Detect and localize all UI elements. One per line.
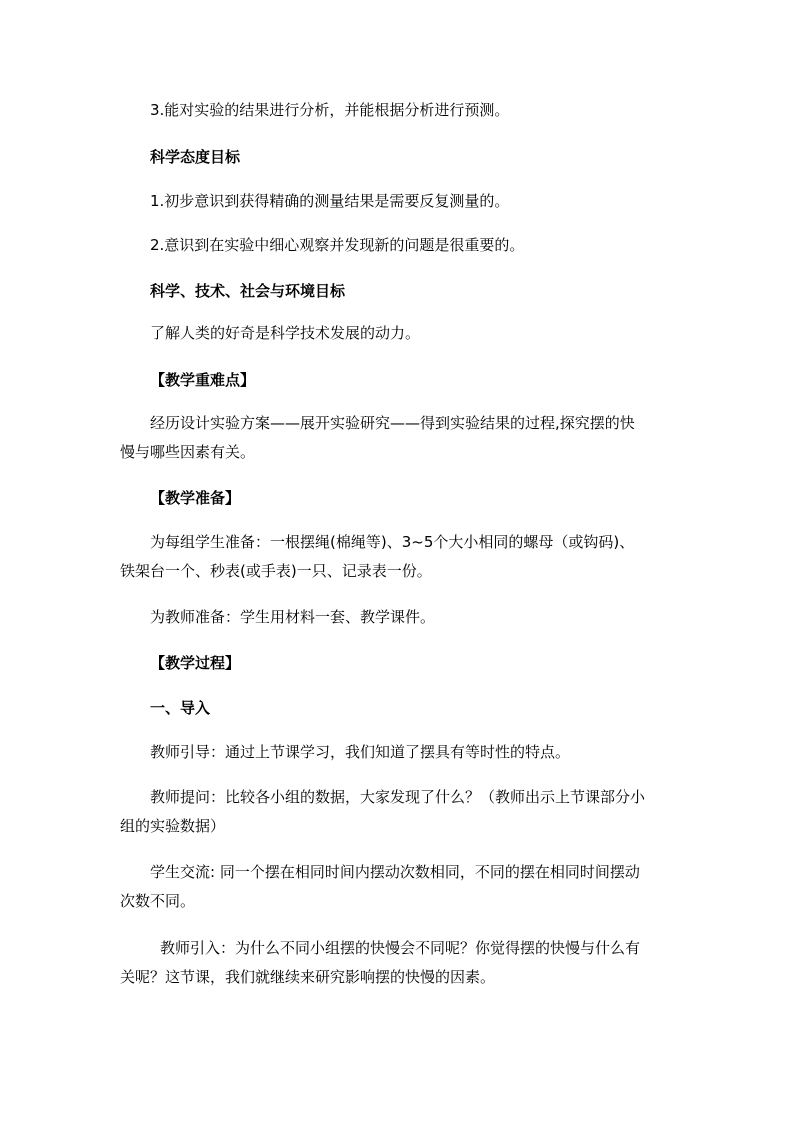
teacher-guide-text: 教师引导：通过上节课学习，我们知道了摆具有等时性的特点。	[150, 743, 571, 761]
attitude-2: 2.意识到在实验中细心观察并发现新的问题是很重要的。	[150, 236, 525, 254]
student-preparation-text	[120, 528, 682, 586]
teacher-intro-text	[120, 934, 682, 992]
heading-introduction: 一、导入	[150, 699, 211, 717]
key-points-line-1: 经历设计实验方案——展开实验研究——得到实验结果的过程,探究摆的快	[150, 414, 635, 432]
teacher-question-line-2: 组的实验数据）	[120, 817, 226, 835]
student-exchange-line-2: 次数不同。	[120, 892, 196, 910]
sts-goal-text: 了解人类的好奇是科学技术发展的动力。	[150, 324, 421, 342]
objective-3: 3.能对实验的结果进行分析，并能根据分析进行预测。	[150, 101, 510, 119]
attitude-1: 1.初步意识到获得精确的测量结果是需要反复测量的。	[150, 192, 510, 210]
student-exchange-line-1: 学生交流: 同一个摆在相同时间内摆动次数相同，不同的摆在相同时间摆动	[150, 863, 640, 881]
heading-key-points: 【教学重难点】	[150, 371, 256, 389]
student-exchange-text	[120, 858, 682, 916]
heading-sts-goal: 科学、技术、社会与环境目标	[150, 282, 346, 300]
teacher-intro-line-1: 教师引入：为什么不同小组摆的快慢会不同呢？你觉得摆的快慢与什么有	[160, 939, 641, 957]
heading-preparation: 【教学准备】	[150, 489, 241, 507]
heading-teaching-process: 【教学过程】	[150, 654, 241, 672]
key-points-line-2: 慢与哪些因素有关。	[120, 443, 256, 461]
teacher-intro-line-2: 关呢？这节课，我们就继续来研究影响摆的快慢的因素。	[120, 968, 496, 986]
student-preparation-line-1: 为每组学生准备：一根摆绳(棉绳等)、3~5个大小相同的螺母（或钩码)、	[150, 533, 635, 551]
teacher-question-line-1: 教师提问：比较各小组的数据，大家发现了什么？（教师出示上节课部分小	[150, 788, 646, 806]
teacher-question-text	[120, 783, 682, 841]
student-preparation-line-2: 铁架台一个、秒表(或手表)一只、记录表一份。	[120, 562, 432, 580]
teacher-preparation-text: 为教师准备：学生用材料一套、教学课件。	[150, 608, 436, 626]
heading-scientific-attitude: 科学态度目标	[150, 148, 241, 166]
key-points-text	[120, 409, 682, 467]
